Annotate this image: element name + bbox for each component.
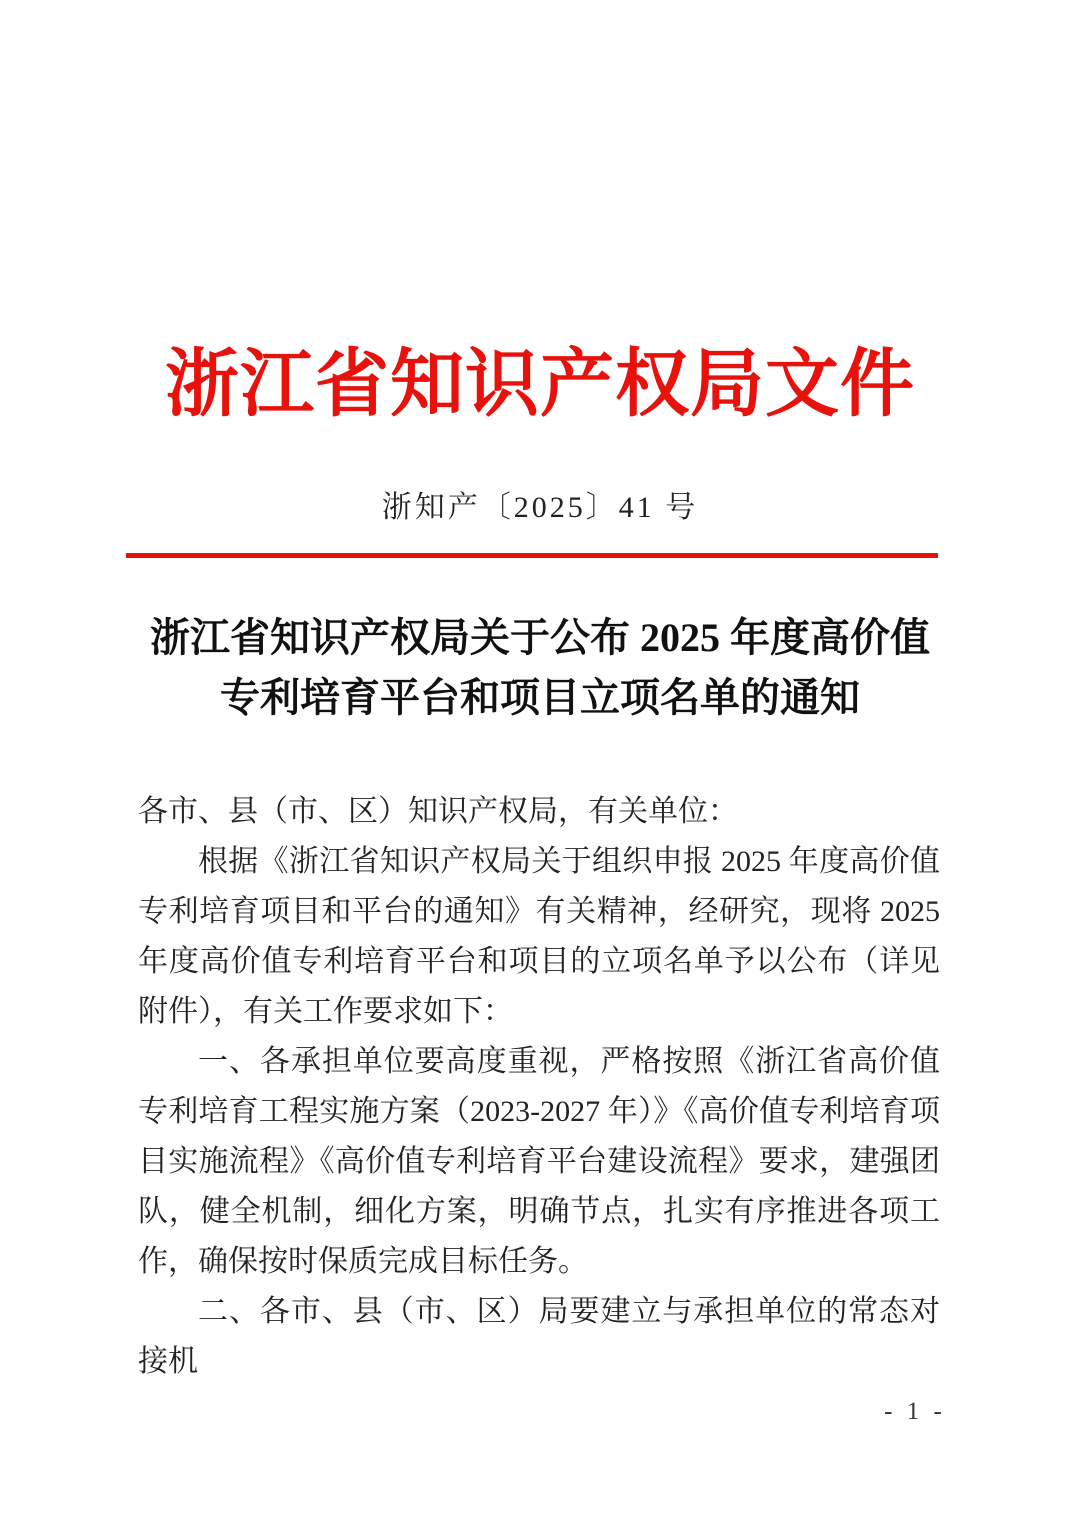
document-number: 浙知产〔2025〕41 号 <box>381 491 699 524</box>
document-title-line1: 浙江省知识产权局关于公布 2025 年度高价值 <box>150 615 930 660</box>
body-paragraph: 根据《浙江省知识产权局关于组织申报 2025 年度高价值专利培育项目和平台的通知》有关精神，经研究，现将 2025 年度高价值专利培育平台和项目的立项名单予以公布（详见附件），有关工作要求如下： <box>138 845 940 1028</box>
red-divider-rule <box>126 553 938 558</box>
document-title <box>90 608 990 728</box>
page-number: - 1 - <box>884 1398 946 1425</box>
issuing-org-title: 浙江省知识产权局文件 <box>165 344 915 426</box>
salutation-line: 各市、县（市、区）知识产权局，有关单位： <box>138 795 738 828</box>
body-paragraph: 一、各承担单位要高度重视，严格按照《浙江省高价值专利培育工程实施方案（2023-2027 年）》《高价值专利培育项目实施流程》《高价值专利培育平台建设流程》要求，建强团队，健全机制，细化方案，明确节点，扎实有序推进各项工作，确保按时保质完成目标任务。 <box>138 1045 940 1278</box>
document-title-line2: 专利培育平台和项目立项名单的通知 <box>220 675 860 720</box>
body-paragraph: 二、各市、县（市、区）局要建立与承担单位的常态对接机 <box>138 1295 940 1378</box>
document-body <box>138 787 940 1387</box>
